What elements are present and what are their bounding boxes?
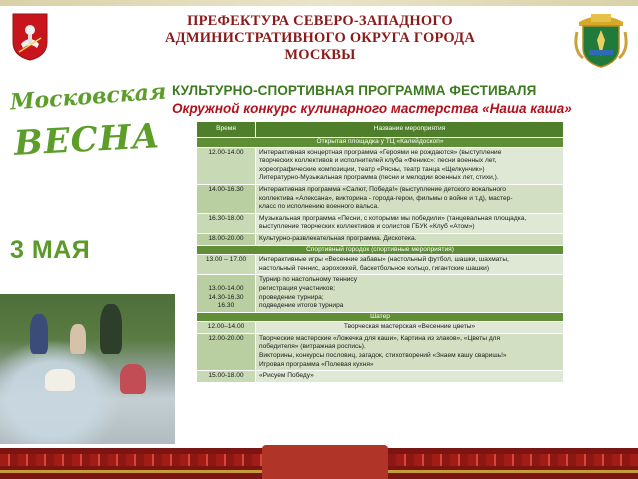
event-description-line: «Рисуем Победу» — [259, 372, 314, 380]
event-time-line: 15.00-18.00 — [208, 372, 244, 380]
event-time-line: 13.00 – 17.00 — [205, 256, 247, 264]
event-description-line: Интерактивная концертная программа «Героями не рождаются» (выступление — [259, 148, 502, 156]
top-decorative-band — [0, 0, 638, 6]
event-time-line — [200, 276, 252, 285]
section-row — [197, 245, 564, 255]
event-description-line: Турнир по настольному теннису — [259, 276, 358, 284]
contest-title: Окружной конкурс кулинарного мастерства «Наша каша» — [172, 101, 572, 116]
event-time-line: 13.00-14.00 — [208, 284, 244, 292]
table-row — [197, 233, 564, 245]
section-row — [197, 138, 564, 148]
event-description-line: творческих коллективов и исполнителей клуба «Феникс»: песни военных лет, — [259, 157, 497, 165]
event-description-line: Интерактивная программа «Салют, Победа!» (выступление детского вокального — [259, 185, 506, 193]
time-column-header: Время — [197, 122, 256, 138]
ornament-center-panel — [262, 445, 388, 479]
event-description — [256, 233, 564, 245]
prefecture-line-3: МОСКВЫ — [284, 47, 356, 63]
prefecture-line-2: АДМИНИСТРАТИВНОГО ОКРУГА ГОРОДА — [164, 30, 476, 46]
prefecture-line-1: ПРЕФЕКТУРА СЕВЕРО-ЗАПАДНОГО — [187, 13, 453, 29]
event-date: 3 МАЯ — [10, 236, 91, 264]
event-description — [256, 322, 564, 334]
moscow-coat-of-arms-icon — [11, 12, 49, 62]
event-time-line: 16.30-18.00 — [208, 214, 244, 222]
event-description — [256, 255, 564, 275]
event-description-line: класс по исполнению военного вальса. — [259, 203, 379, 211]
event-description-line: Интерактивные игры «Весенние забавы» (настольный футбол, шашки, шахматы, — [259, 256, 509, 264]
event-time-line: 14.00-16.30 — [208, 185, 244, 193]
event-time — [197, 333, 256, 370]
section-title: Открытая площадка у ТЦ «Калейдоскоп» — [197, 138, 564, 148]
schedule-body — [197, 138, 564, 383]
event-description-line: Творческие мастерские «Ложечка для каши», Картина из злаков», «Цветы для — [259, 334, 501, 342]
event-description — [256, 147, 564, 184]
event-description-line: Литературно-Музыкальная программа (песни и мелодии военных лет, стихи,). — [259, 174, 499, 182]
event-description — [256, 213, 564, 233]
event-time — [197, 184, 256, 213]
event-description-line: коллектива «Алексана», викторина - города-герои, фильмы о войне и т.д), мастер- — [259, 194, 513, 202]
event-description-line: подведение итогов турнира — [259, 302, 344, 310]
district-coat-of-arms-icon — [573, 10, 629, 70]
event-description — [256, 184, 564, 213]
event-time — [197, 233, 256, 245]
event-description-line: настольный теннис, аэрохоккей, баскетбольное кольцо, гигантские шашки) — [259, 264, 490, 272]
event-time-line: 16.30 — [217, 302, 235, 310]
event-description-line: Музыкальная программа «Песни, с которыми мы победили» (танцевальная площадка, — [259, 214, 527, 222]
table-row — [197, 371, 564, 383]
section-row — [197, 312, 564, 322]
section-title: Шатер — [197, 312, 564, 322]
event-time — [197, 275, 256, 312]
event-time-line: 18.00-20.00 — [208, 234, 244, 242]
event-time-line: 12.00–14.00 — [207, 323, 245, 331]
event-time — [197, 371, 256, 383]
event-column-header: Название мероприятия — [256, 122, 564, 138]
schedule-header-row — [197, 122, 564, 138]
event-description-line: регистрация участников; — [259, 284, 335, 292]
event-description-line: хореографические композиции, театр «Рясны, театр танца «Щелкунчик») — [259, 165, 485, 173]
event-description-line: победителя» (витражная роспись). — [259, 343, 366, 351]
logo-word-moscow: Московская — [9, 78, 168, 116]
table-row — [197, 275, 564, 312]
event-description-line: Игровая программа «Полевая кухня» — [259, 360, 374, 368]
event-description-line: Культурно-развлекательная программа. Дискотека. — [259, 234, 417, 242]
schedule-table — [196, 121, 564, 383]
event-time — [197, 255, 256, 275]
moscow-spring-logo — [6, 78, 168, 174]
event-time — [197, 322, 256, 334]
event-time-line: 12.00-20.00 — [208, 334, 244, 342]
event-description-line: Творческая мастерская «Весенние цветы» — [343, 323, 476, 331]
event-description — [256, 333, 564, 370]
table-row — [197, 184, 564, 213]
event-description — [256, 275, 564, 312]
table-row — [197, 255, 564, 275]
table-row — [197, 147, 564, 184]
prefecture-title — [150, 13, 490, 64]
festival-title: КУЛЬТУРНО-СПОРТИВНАЯ ПРОГРАММА ФЕСТИВАЛЯ — [172, 83, 537, 98]
event-description-line: выступление творческих коллективов и солистов ГБУК «Клуб «Атом») — [259, 223, 475, 231]
event-time — [197, 213, 256, 233]
event-time-line: 14.30-16.30 — [208, 293, 244, 301]
logo-word-spring: ВЕСНА — [13, 116, 162, 164]
event-time-line: 12.00-14.00 — [208, 148, 244, 156]
section-title: Спортивный городок (спортивные мероприятия) — [197, 245, 564, 255]
table-row — [197, 333, 564, 370]
event-description-line: проведение турнира; — [259, 293, 324, 301]
table-row — [197, 213, 564, 233]
table-row — [197, 322, 564, 334]
event-description-line: Викторины, конкурсы пословиц, загадок, стихотворений «Знаем кашу сваришь!» — [259, 352, 507, 360]
children-drawing-photo — [0, 294, 175, 444]
event-time — [197, 147, 256, 184]
event-description — [256, 371, 564, 383]
